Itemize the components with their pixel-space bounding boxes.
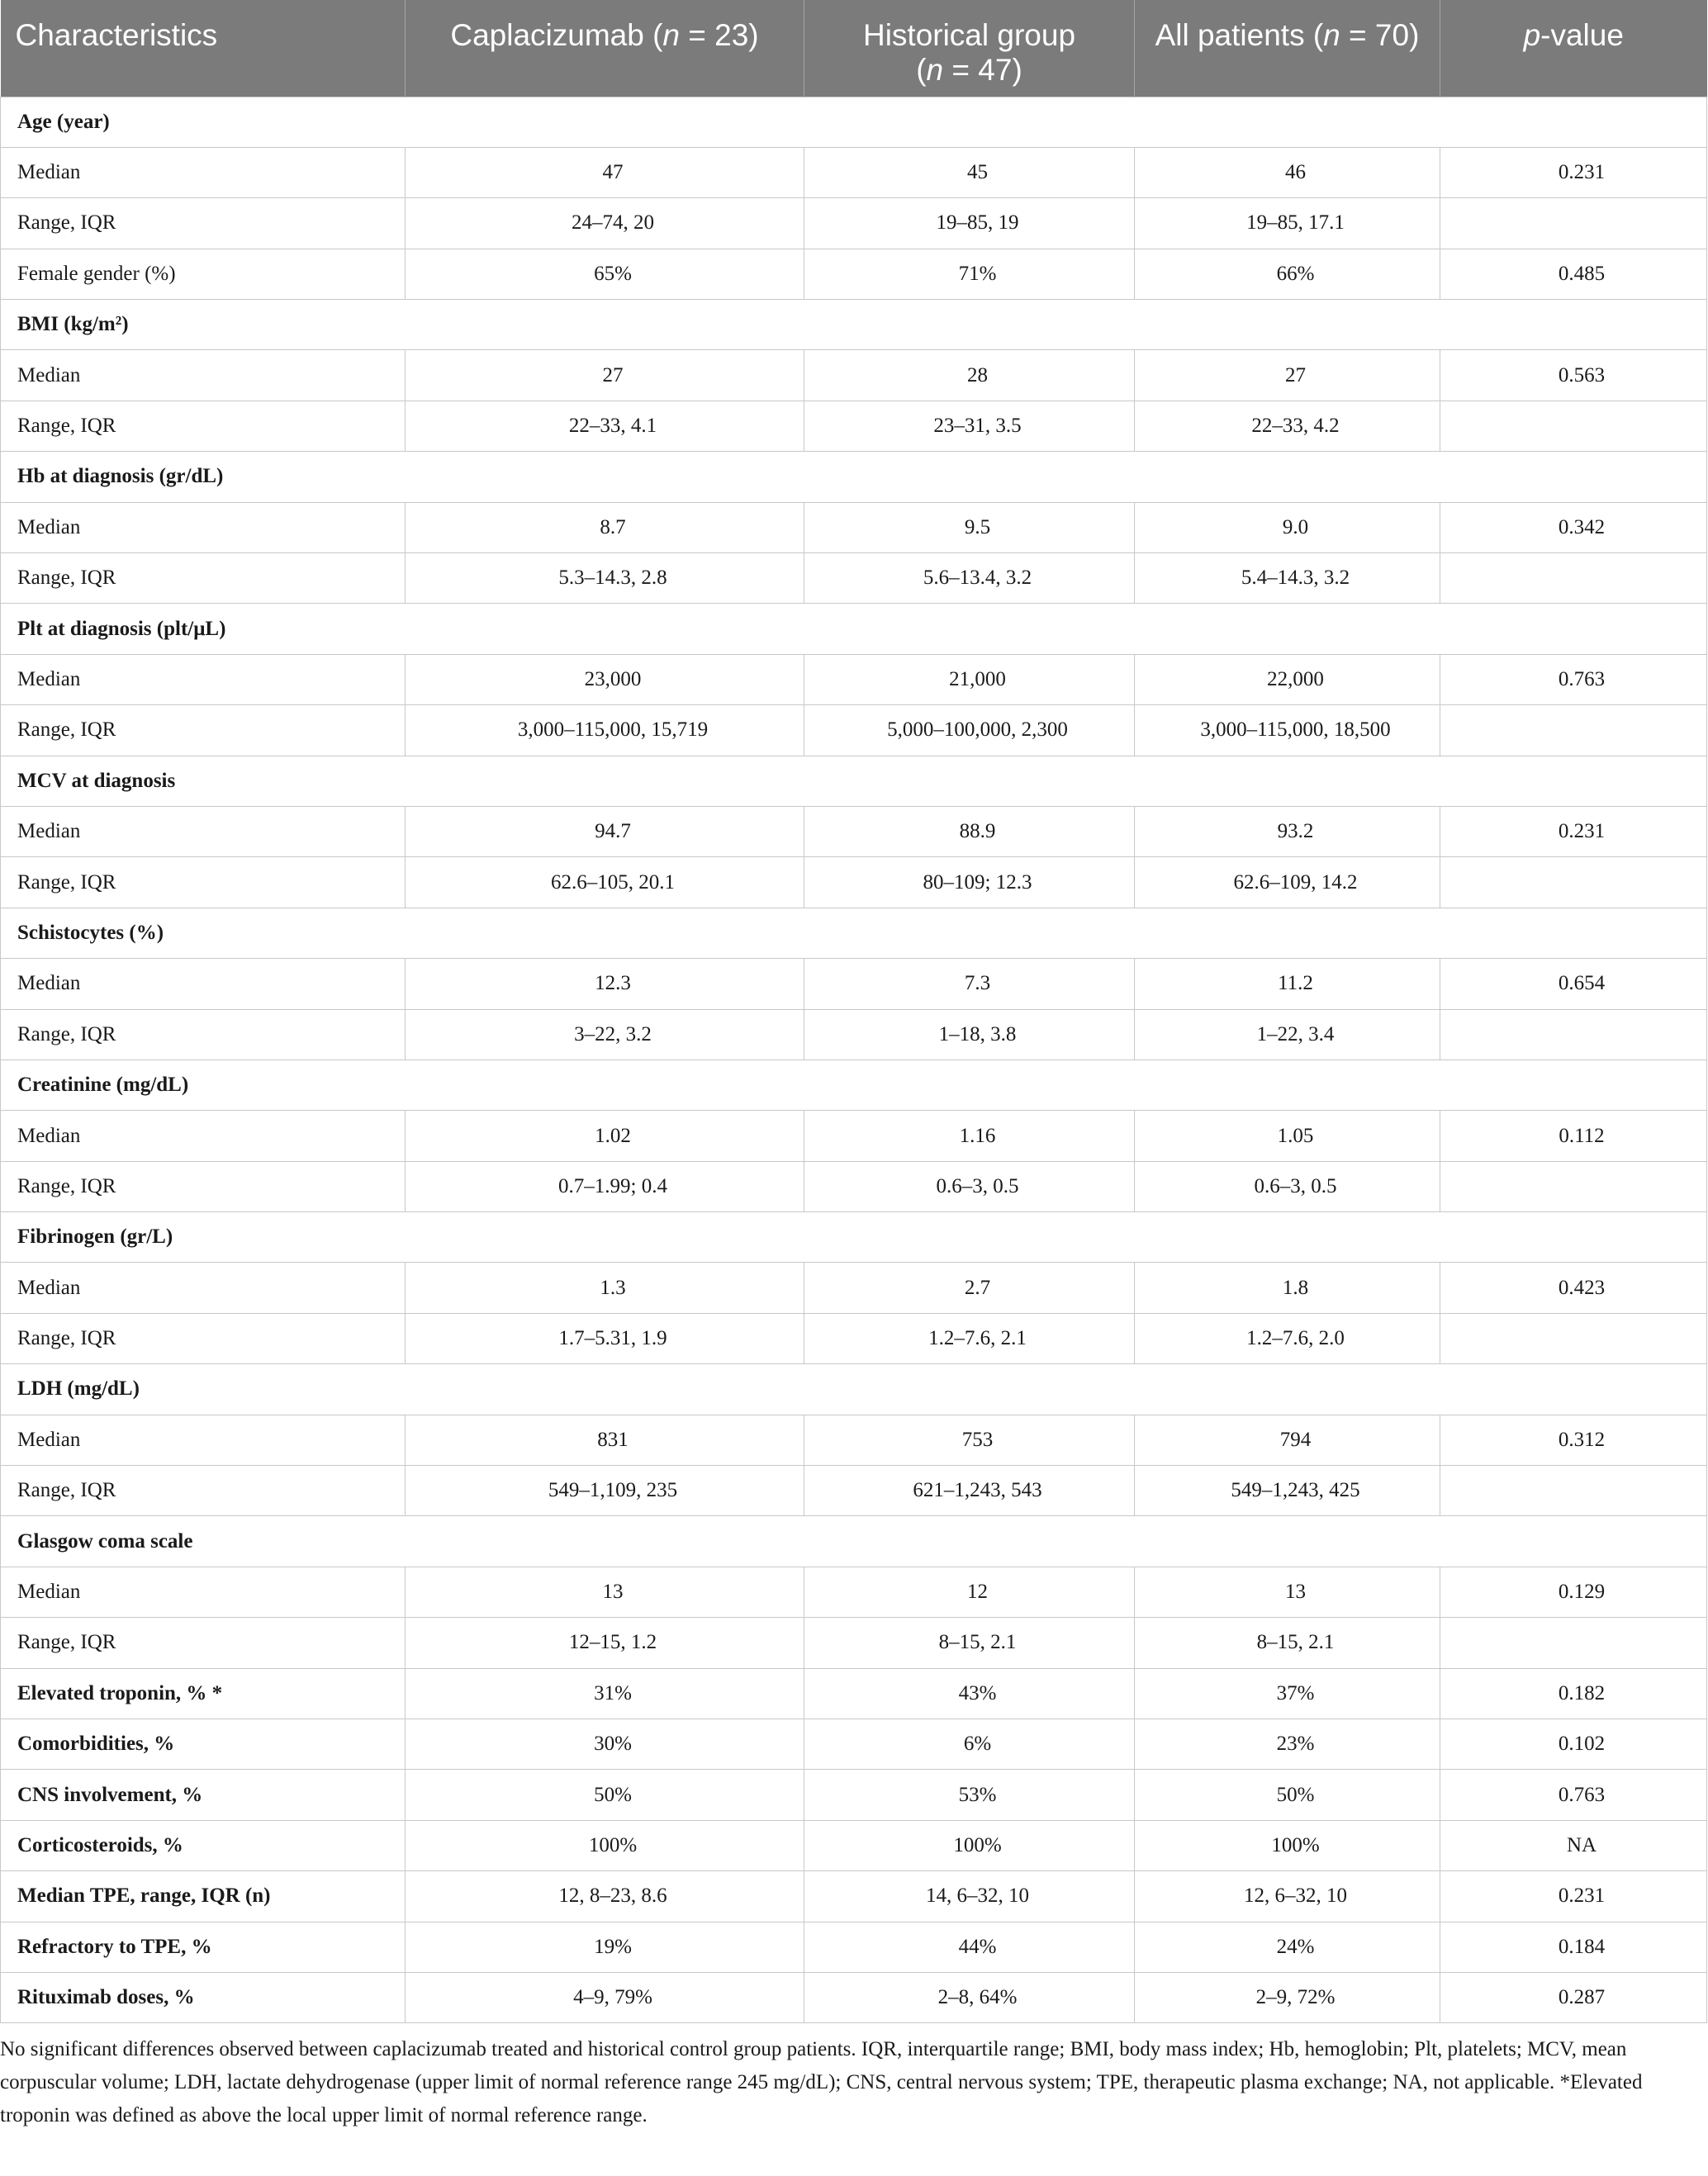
row-label: Median	[1, 502, 406, 552]
table-row	[1, 959, 1707, 1009]
row-label: Median	[1, 350, 406, 401]
table-row	[1, 1668, 1707, 1719]
historical-value: 2–8, 64%	[804, 1972, 1135, 2022]
all-patients-value: 12, 6–32, 10	[1135, 1871, 1440, 1922]
table-row	[1, 1263, 1707, 1313]
all-patients-value: 0.6–3, 0.5	[1135, 1161, 1440, 1211]
table-row	[1, 198, 1707, 249]
caplacizumab-value: 23,000	[406, 654, 804, 704]
p-value: 0.182	[1440, 1668, 1707, 1719]
table-header	[1, 0, 1707, 97]
historical-value: 621–1,243, 543	[804, 1466, 1135, 1516]
all-patients-value: 37%	[1135, 1668, 1440, 1719]
caplacizumab-value: 22–33, 4.1	[406, 401, 804, 451]
table-row	[1, 147, 1707, 197]
historical-value: 45	[804, 147, 1135, 197]
historical-value: 43%	[804, 1668, 1135, 1719]
table-row	[1, 1922, 1707, 1972]
row-label: Comorbidities, %	[1, 1719, 406, 1770]
historical-value: 44%	[804, 1922, 1135, 1972]
table-section-row	[1, 1364, 1707, 1415]
caplacizumab-value: 19%	[406, 1922, 804, 1972]
header-caplacizumab	[406, 0, 804, 97]
caplacizumab-value: 65%	[406, 249, 804, 299]
p-value: 0.112	[1440, 1111, 1707, 1161]
table-section-row	[1, 97, 1707, 147]
table-section-row	[1, 1516, 1707, 1567]
table-row	[1, 1770, 1707, 1820]
historical-value: 1.16	[804, 1111, 1135, 1161]
all-patients-value: 13	[1135, 1567, 1440, 1617]
p-value	[1440, 553, 1707, 604]
historical-value: 8–15, 2.1	[804, 1618, 1135, 1668]
p-value	[1440, 1009, 1707, 1060]
row-label: Range, IQR	[1, 553, 406, 604]
row-label: Corticosteroids, %	[1, 1820, 406, 1870]
all-patients-value: 22,000	[1135, 654, 1440, 704]
table-row	[1, 553, 1707, 604]
all-patients-value: 1.05	[1135, 1111, 1440, 1161]
all-patients-value: 93.2	[1135, 806, 1440, 856]
p-value: 0.563	[1440, 350, 1707, 401]
table-section-row	[1, 604, 1707, 654]
header-historical-text: Historical group	[862, 18, 1076, 52]
row-label: Median	[1, 147, 406, 197]
p-value: 0.312	[1440, 1415, 1707, 1465]
header-p-italic: p	[1523, 18, 1541, 52]
caplacizumab-value: 8.7	[406, 502, 804, 552]
table-row	[1, 1111, 1707, 1161]
historical-value: 23–31, 3.5	[804, 401, 1135, 451]
all-patients-value: 794	[1135, 1415, 1440, 1465]
table-section-row	[1, 756, 1707, 806]
header-caplacizumab-n: n	[662, 18, 680, 52]
caplacizumab-value: 5.3–14.3, 2.8	[406, 553, 804, 604]
section-label: Glasgow coma scale	[1, 1516, 1707, 1567]
caplacizumab-value: 50%	[406, 1770, 804, 1820]
row-label: Median	[1, 959, 406, 1009]
section-label: MCV at diagnosis	[1, 756, 1707, 806]
historical-value: 88.9	[804, 806, 1135, 856]
caplacizumab-value: 1.02	[406, 1111, 804, 1161]
table-row	[1, 1871, 1707, 1922]
all-patients-value: 100%	[1135, 1820, 1440, 1870]
historical-value: 753	[804, 1415, 1135, 1465]
row-label: CNS involvement, %	[1, 1770, 406, 1820]
p-value: 0.102	[1440, 1719, 1707, 1770]
caplacizumab-value: 47	[406, 147, 804, 197]
section-label: Age (year)	[1, 97, 1707, 147]
table-row	[1, 249, 1707, 299]
caplacizumab-value: 12–15, 1.2	[406, 1618, 804, 1668]
section-label: LDH (mg/dL)	[1, 1364, 1707, 1415]
header-p-value	[1440, 0, 1707, 97]
all-patients-value: 1–22, 3.4	[1135, 1009, 1440, 1060]
all-patients-value: 1.8	[1135, 1263, 1440, 1313]
header-characteristics-text: Characteristics	[15, 18, 218, 52]
row-label: Range, IQR	[1, 401, 406, 451]
caplacizumab-value: 12.3	[406, 959, 804, 1009]
row-label: Median	[1, 1415, 406, 1465]
caplacizumab-value: 31%	[406, 1668, 804, 1719]
p-value: NA	[1440, 1820, 1707, 1870]
historical-value: 1.2–7.6, 2.1	[804, 1313, 1135, 1363]
caplacizumab-value: 100%	[406, 1820, 804, 1870]
p-value	[1440, 1466, 1707, 1516]
p-value	[1440, 1618, 1707, 1668]
p-value: 0.763	[1440, 654, 1707, 704]
row-label: Range, IQR	[1, 705, 406, 756]
all-patients-value: 27	[1135, 350, 1440, 401]
table-row	[1, 1415, 1707, 1465]
p-value	[1440, 857, 1707, 908]
table-row	[1, 1618, 1707, 1668]
header-all-patients-n: n	[1323, 18, 1340, 52]
caplacizumab-value: 30%	[406, 1719, 804, 1770]
table-section-row	[1, 300, 1707, 350]
caplacizumab-value: 94.7	[406, 806, 804, 856]
caplacizumab-value: 62.6–105, 20.1	[406, 857, 804, 908]
table-section-row	[1, 1212, 1707, 1263]
section-label: Plt at diagnosis (plt/μL)	[1, 604, 1707, 654]
historical-value: 14, 6–32, 10	[804, 1871, 1135, 1922]
p-value	[1440, 1161, 1707, 1211]
row-label: Range, IQR	[1, 1466, 406, 1516]
all-patients-value: 46	[1135, 147, 1440, 197]
historical-value: 28	[804, 350, 1135, 401]
table-row	[1, 1972, 1707, 2022]
all-patients-value: 22–33, 4.2	[1135, 401, 1440, 451]
table-row	[1, 654, 1707, 704]
header-all-patients-text: All patients (	[1155, 18, 1324, 52]
historical-value: 21,000	[804, 654, 1135, 704]
caplacizumab-value: 0.7–1.99; 0.4	[406, 1161, 804, 1211]
row-label: Median	[1, 1567, 406, 1617]
historical-value: 6%	[804, 1719, 1135, 1770]
caplacizumab-value: 831	[406, 1415, 804, 1465]
section-label: Schistocytes (%)	[1, 908, 1707, 958]
historical-value: 19–85, 19	[804, 198, 1135, 249]
section-label: Creatinine (mg/dL)	[1, 1060, 1707, 1110]
table-row	[1, 1567, 1707, 1617]
row-label: Median	[1, 654, 406, 704]
row-label: Range, IQR	[1, 1009, 406, 1060]
caplacizumab-value: 1.3	[406, 1263, 804, 1313]
table-row	[1, 350, 1707, 401]
p-value	[1440, 705, 1707, 756]
p-value	[1440, 1313, 1707, 1363]
caplacizumab-value: 549–1,109, 235	[406, 1466, 804, 1516]
all-patients-value: 8–15, 2.1	[1135, 1618, 1440, 1668]
table-row	[1, 502, 1707, 552]
all-patients-value: 23%	[1135, 1719, 1440, 1770]
all-patients-value: 9.0	[1135, 502, 1440, 552]
table-row	[1, 1161, 1707, 1211]
historical-value: 71%	[804, 249, 1135, 299]
historical-value: 1–18, 3.8	[804, 1009, 1135, 1060]
row-label: Range, IQR	[1, 1618, 406, 1668]
all-patients-value: 2–9, 72%	[1135, 1972, 1440, 2022]
table-row	[1, 705, 1707, 756]
p-value: 0.231	[1440, 147, 1707, 197]
caplacizumab-value: 3,000–115,000, 15,719	[406, 705, 804, 756]
all-patients-value: 5.4–14.3, 3.2	[1135, 553, 1440, 604]
table-row	[1, 401, 1707, 451]
p-value: 0.342	[1440, 502, 1707, 552]
historical-value: 12	[804, 1567, 1135, 1617]
p-value: 0.287	[1440, 1972, 1707, 2022]
header-historical-paren: (	[916, 53, 927, 87]
p-value: 0.184	[1440, 1922, 1707, 1972]
all-patients-value: 11.2	[1135, 959, 1440, 1009]
caplacizumab-value: 3–22, 3.2	[406, 1009, 804, 1060]
table-row	[1, 806, 1707, 856]
historical-value: 0.6–3, 0.5	[804, 1161, 1135, 1211]
section-label: Fibrinogen (gr/L)	[1, 1212, 1707, 1263]
section-label: BMI (kg/m²)	[1, 300, 1707, 350]
table-row	[1, 1466, 1707, 1516]
p-value: 0.231	[1440, 806, 1707, 856]
header-caplacizumab-text: Caplacizumab (	[450, 18, 663, 52]
header-caplacizumab-count: = 23)	[679, 18, 759, 52]
all-patients-value: 19–85, 17.1	[1135, 198, 1440, 249]
caplacizumab-value: 24–74, 20	[406, 198, 804, 249]
row-label: Median	[1, 806, 406, 856]
p-value	[1440, 198, 1707, 249]
historical-value: 53%	[804, 1770, 1135, 1820]
p-value: 0.485	[1440, 249, 1707, 299]
p-value: 0.129	[1440, 1567, 1707, 1617]
table-row	[1, 1719, 1707, 1770]
table-row	[1, 1820, 1707, 1870]
table-section-row	[1, 452, 1707, 502]
table-row	[1, 1313, 1707, 1363]
historical-value: 2.7	[804, 1263, 1135, 1313]
header-all-patients	[1135, 0, 1440, 97]
historical-value: 9.5	[804, 502, 1135, 552]
row-label: Median TPE, range, IQR (n)	[1, 1871, 406, 1922]
row-label: Refractory to TPE, %	[1, 1922, 406, 1972]
table-footnote: No significant differences observed between caplacizumab treated and historical control group patients. IQR, interquartile range; BMI, body mass index; Hb, hemoglobin; Plt, platelets; MCV, mean corpuscular volume; LDH, lactate dehydrogenase (upper limit of normal reference range 245 mg/dL); CNS, central nervous system; TPE, therapeutic plasma exchange; NA, not applicable. *Elevated troponin was defined as above the local upper limit of normal reference range.	[0, 2038, 1643, 2126]
all-patients-value: 1.2–7.6, 2.0	[1135, 1313, 1440, 1363]
historical-value: 7.3	[804, 959, 1135, 1009]
row-label: Female gender (%)	[1, 249, 406, 299]
table-row	[1, 857, 1707, 908]
all-patients-value: 50%	[1135, 1770, 1440, 1820]
caplacizumab-value: 27	[406, 350, 804, 401]
table-body	[1, 97, 1707, 2023]
table-section-row	[1, 908, 1707, 958]
historical-value: 5.6–13.4, 3.2	[804, 553, 1135, 604]
all-patients-value: 24%	[1135, 1922, 1440, 1972]
row-label: Range, IQR	[1, 198, 406, 249]
p-value: 0.231	[1440, 1871, 1707, 1922]
p-value: 0.423	[1440, 1263, 1707, 1313]
all-patients-value: 62.6–109, 14.2	[1135, 857, 1440, 908]
row-label: Range, IQR	[1, 857, 406, 908]
row-label: Median	[1, 1111, 406, 1161]
row-label: Median	[1, 1263, 406, 1313]
row-label: Range, IQR	[1, 1161, 406, 1211]
header-historical-count: = 47)	[943, 53, 1022, 87]
all-patients-value: 66%	[1135, 249, 1440, 299]
header-characteristics	[1, 0, 406, 97]
header-historical-n: n	[926, 53, 944, 87]
p-value	[1440, 401, 1707, 451]
all-patients-value: 3,000–115,000, 18,500	[1135, 705, 1440, 756]
caplacizumab-value: 1.7–5.31, 1.9	[406, 1313, 804, 1363]
p-value: 0.654	[1440, 959, 1707, 1009]
header-historical-group	[804, 0, 1135, 97]
header-all-patients-count: = 70)	[1340, 18, 1420, 52]
p-value: 0.763	[1440, 1770, 1707, 1820]
historical-value: 100%	[804, 1820, 1135, 1870]
header-p-rest: -value	[1540, 18, 1624, 52]
caplacizumab-value: 13	[406, 1567, 804, 1617]
table-section-row	[1, 1060, 1707, 1110]
row-label: Range, IQR	[1, 1313, 406, 1363]
historical-value: 5,000–100,000, 2,300	[804, 705, 1135, 756]
row-label: Elevated troponin, % *	[1, 1668, 406, 1719]
caplacizumab-value: 12, 8–23, 8.6	[406, 1871, 804, 1922]
row-label: Rituximab doses, %	[1, 1972, 406, 2022]
header-row	[1, 0, 1707, 97]
caplacizumab-value: 4–9, 79%	[406, 1972, 804, 2022]
table-row	[1, 1009, 1707, 1060]
section-label: Hb at diagnosis (gr/dL)	[1, 452, 1707, 502]
all-patients-value: 549–1,243, 425	[1135, 1466, 1440, 1516]
historical-value: 80–109; 12.3	[804, 857, 1135, 908]
